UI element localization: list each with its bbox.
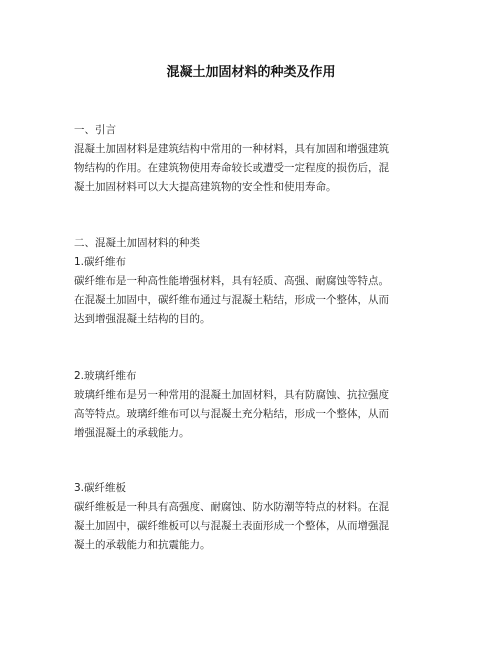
paragraph-line: 碳纤维布是一种高性能增强材料，具有轻质、高强、耐腐蚀等特点。 xyxy=(74,275,389,287)
paragraph-line: 凝土的承载能力和抗震能力。 xyxy=(74,539,211,551)
paragraph-line: 增强混凝土的承载能力。 xyxy=(74,427,190,439)
paragraph-line: 凝土加固材料可以大大提高建筑物的安全性和使用寿命。 xyxy=(74,181,337,193)
subsection-carbon-fiber-plate xyxy=(74,479,436,555)
subsection-heading-glass-fiber-cloth: 2.玻璃纤维布 xyxy=(74,370,137,382)
section-heading-types: 二、混凝土加固材料的种类 xyxy=(74,237,200,249)
paragraph-line: 碳纤维板是一种具有高强度、耐腐蚀、防水防潮等特点的材料。在混 xyxy=(74,501,389,513)
subsection-glass-fiber-cloth xyxy=(74,367,436,443)
subsection-heading-carbon-fiber-cloth: 1.碳纤维布 xyxy=(74,256,127,268)
section-introduction xyxy=(74,121,436,197)
section-types xyxy=(74,234,436,329)
subsection-heading-carbon-fiber-plate: 3.碳纤维板 xyxy=(74,482,127,494)
paragraph-line: 玻璃纤维布是另一种常用的混凝土加固材料，具有防腐蚀、抗拉强度 xyxy=(74,389,389,401)
paragraph-line: 在混凝土加固中，碳纤维布通过与混凝土粘结，形成一个整体，从而 xyxy=(74,294,389,306)
section-heading-introduction: 一、引言 xyxy=(74,124,116,136)
paragraph-line: 达到增强混凝土结构的目的。 xyxy=(74,313,211,325)
paragraph-line: 物结构的作用。在建筑物使用寿命较长或遭受一定程度的损伤后，混 xyxy=(74,162,389,174)
paragraph-line: 凝土加固中，碳纤维板可以与混凝土表面形成一个整体，从而增强混 xyxy=(74,520,389,532)
document-title: 混凝土加固材料的种类及作用 xyxy=(166,65,336,80)
paragraph-line: 混凝土加固材料是建筑结构中常用的一种材料，具有加固和增强建筑 xyxy=(74,143,389,155)
paragraph-line: 高等特点。玻璃纤维布可以与混凝土充分粘结，形成一个整体，从而 xyxy=(74,408,389,420)
